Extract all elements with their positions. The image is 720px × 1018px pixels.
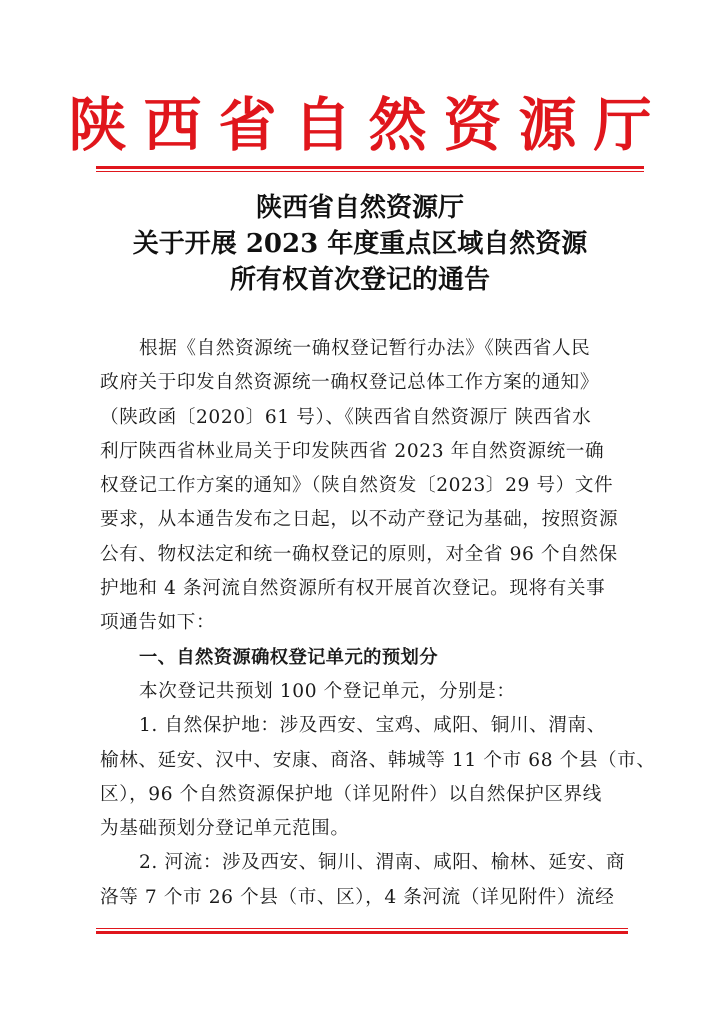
footer-rule-thin [96,928,628,929]
list-item-nature-reserves [100,709,656,846]
text-line: 护地和 4 条河流自然资源所有权开展首次登记。现将有关事 [100,578,606,600]
text-line: 区），96 个自然资源保护地（详见附件）以自然保护区界线 [100,783,602,805]
notice-title [0,190,720,298]
text-line: 政府关于印发自然资源统一确权登记总体工作方案的通知》 [100,372,600,394]
list-item-rivers [100,846,626,915]
letterhead-rule [96,166,644,172]
letterhead-title: 陕西省自然资源厅 [68,91,669,159]
text-line: 2. 河流：涉及西安、铜川、渭南、咸阳、榆林、延安、商 [139,852,626,874]
letterhead-rule-thin [96,171,644,172]
text-line: 要求，从本通告发布之日起，以不动产登记为基础，按照资源 [100,509,619,531]
text-line: （陕政函〔2020〕61 号）、《陕西省自然资源厅 陕西省水 [100,406,592,428]
text-line: 洛等 7 个市 26 个县（市、区），4 条河流（详见附件）流经 [100,886,615,908]
text-line: 利厅陕西省林业局关于印发陕西省 2023 年自然资源统一确 [100,440,605,462]
text-line: 项通告如下： [100,612,216,634]
text-line: 为基础预划分登记单元范围。 [100,818,350,840]
text-line: 公有、物权法定和统一确权登记的原则，对全省 96 个自然保 [100,543,618,565]
text-line: 权登记工作方案的通知》（陕自然资发〔2023〕29 号）文件 [100,475,614,497]
notice-title-line-3: 所有权首次登记的通告 [229,265,490,295]
notice-title-line-2: 关于开展 2023 年度重点区域自然资源 [132,229,588,259]
text-line: 榆林、延安、汉中、安康、商洛、韩城等 11 个市 68 个县（市、 [100,749,656,771]
section-heading-1: 一、自然资源确权登记单元的预划分 [139,646,438,668]
footer-rule-thick [96,931,628,934]
notice-title-line-1: 陕西省自然资源厅 [255,193,464,223]
text-line: 根据《自然资源统一确权登记暂行办法》《陕西省人民 [139,338,591,359]
footer-rule [96,928,628,934]
text-line: 1. 自然保护地：涉及西安、宝鸡、咸阳、铜川、渭南、 [139,715,606,737]
paragraph-basis [100,332,620,641]
letterhead-rule-thick [96,166,644,169]
paragraph-unit-count: 本次登记共预划 100 个登记单元，分别是： [139,680,516,702]
notice-body [100,332,656,915]
